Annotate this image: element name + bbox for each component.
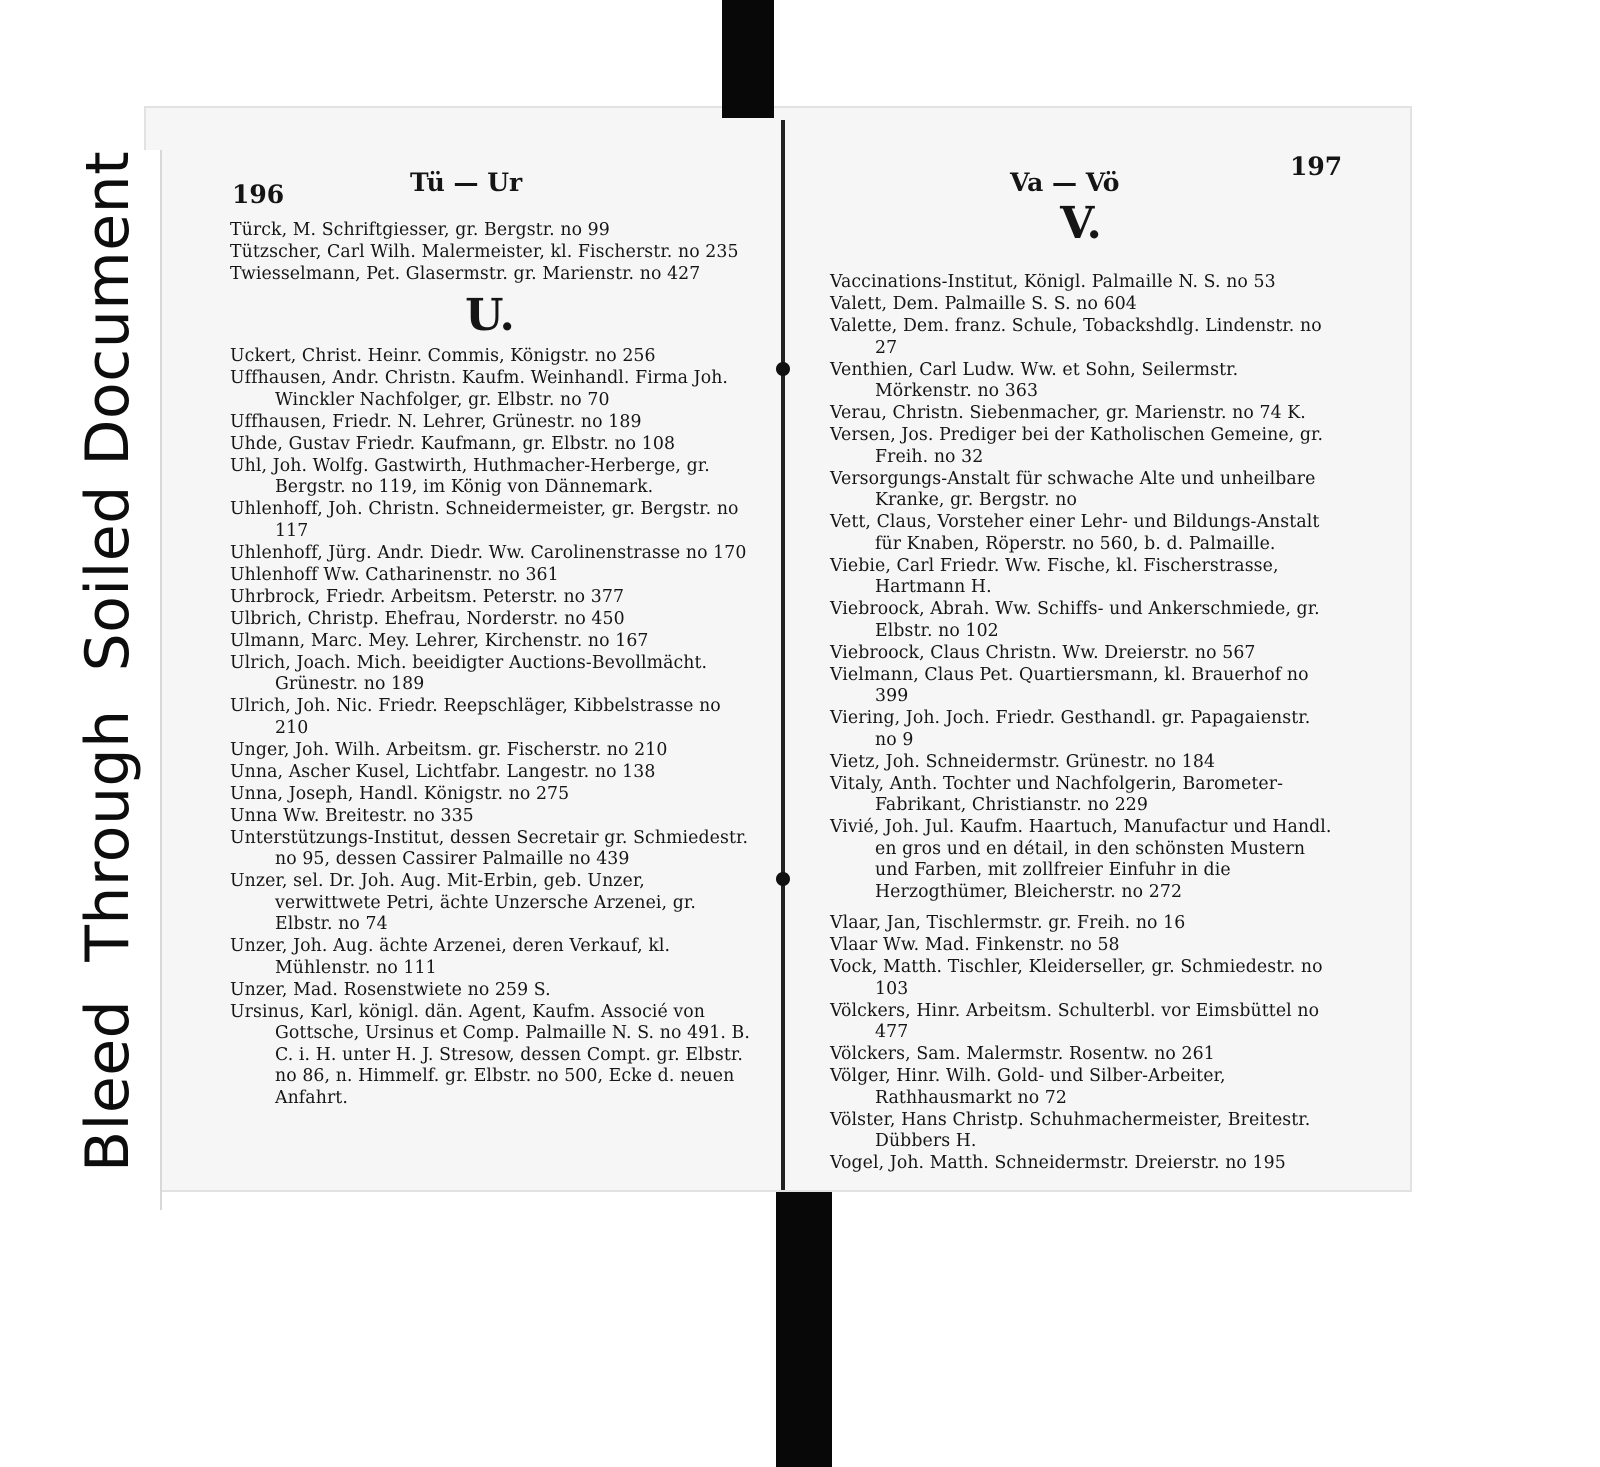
- directory-entry: Uhrbrock, Friedr. Arbeitsm. Peterstr. no 377: [230, 586, 625, 607]
- directory-entry: Vock, Matth. Tischler, Kleiderseller, gr. Schmiedestr. no 103: [830, 957, 1323, 999]
- directory-entry: Unger, Joh. Wilh. Arbeitsm. gr. Fischerstr. no 210: [230, 739, 668, 760]
- directory-entry: Vietz, Joh. Schneidermstr. Grünestr. no 184: [830, 751, 1216, 772]
- directory-entry: Völger, Hinr. Wilh. Gold- und Silber-Arbeiter, Rathhausmarkt no 72: [830, 1066, 1226, 1108]
- directory-entry: Valett, Dem. Palmaille S. S. no 604: [830, 294, 1137, 314]
- book-spine: [781, 120, 785, 1190]
- directory-entry: Tützscher, Carl Wilh. Malermeister, kl. Fischerstr. no 235: [230, 242, 739, 262]
- directory-entry: Unzer, Mad. Rosenstwiete no 259 S.: [230, 979, 551, 1000]
- left-entries-before: [230, 220, 750, 286]
- directory-entry: Twiesselmann, Pet. Glasermstr. gr. Marienstr. no 427: [230, 264, 701, 284]
- directory-entry: Ulbrich, Christp. Ehefrau, Norderstr. no 450: [230, 608, 625, 629]
- label-word-through: Through: [73, 709, 143, 962]
- directory-entry: Vlaar, Jan, Tischlermstr. gr. Freih. no 16: [830, 913, 1186, 933]
- directory-entry: Vitaly, Anth. Tochter und Nachfolgerin, Barometer-Fabrikant, Christianstr. no 229: [830, 773, 1284, 815]
- binding-tape-bottom: [776, 1192, 832, 1467]
- directory-entry: Versorgungs-Anstalt für schwache Alte und unheilbare Kranke, gr. Bergstr. no: [830, 468, 1316, 510]
- directory-entry: Uffhausen, Andr. Christn. Kaufm. Weinhandl. Firma Joh. Winckler Nachfolger, gr. Elbstr. no 70: [230, 368, 729, 410]
- spine-mark-upper: [776, 362, 790, 376]
- directory-entry: Völckers, Hinr. Arbeitsm. Schulterbl. vor Eimsbüttel no 477: [830, 1000, 1320, 1042]
- label-word-bleed: Bleed: [73, 999, 143, 1172]
- directory-entry: Ulrich, Joh. Nic. Friedr. Reepschläger, Kibbelstrasse no 210: [230, 696, 721, 738]
- right-page-range: Va — Vö: [1010, 168, 1120, 197]
- directory-entry: Verau, Christn. Siebenmacher, gr. Marienstr. no 74 K.: [830, 403, 1306, 423]
- directory-entry: Viebroock, Abrah. Ww. Schiffs- und Ankerschmiede, gr. Elbstr. no 102: [830, 599, 1320, 641]
- document-condition-label: [73, 150, 143, 1172]
- directory-entry: Ursinus, Karl, königl. dän. Agent, Kaufm. Associé von Gottsche, Ursinus et Comp. Palmaille N. S. no 491. B. C. i. H. unter H. J. Stresow, dessen Compt. gr. Elbstr. no 86, n. Himmelf. gr. Elbstr. no 500, Ecke d. neuen Anfahrt.: [230, 1001, 750, 1108]
- directory-entry: Vivié, Joh. Jul. Kaufm. Haartuch, Manufactur und Handl. en gros und en détail, in den schönsten Mustern und Farben, mit zollfreier Einfuhr in die Herzogthümer, Bleicherstr. no 272: [830, 817, 1332, 902]
- directory-entry: Unna, Ascher Kusel, Lichtfabr. Langestr. no 138: [230, 761, 656, 782]
- directory-entry: Unna Ww. Breitestr. no 335: [230, 805, 474, 826]
- directory-entry: Vlaar Ww. Mad. Finkenstr. no 58: [830, 935, 1120, 955]
- directory-entry: Uffhausen, Friedr. N. Lehrer, Grünestr. no 189: [230, 411, 642, 432]
- directory-entry: Venthien, Carl Ludw. Ww. et Sohn, Seilermstr. Mörkenstr. no 363: [830, 359, 1239, 401]
- directory-entry: Uhde, Gustav Friedr. Kaufmann, gr. Elbstr. no 108: [230, 433, 676, 454]
- right-page: [830, 150, 1343, 1175]
- directory-entry: Türck, M. Schriftgiesser, gr. Bergstr. no 99: [230, 220, 610, 240]
- directory-entry: Ulrich, Joach. Mich. beeidigter Auctions-Bevollmächt. Grünestr. no 189: [230, 652, 708, 694]
- directory-entry: Valette, Dem. franz. Schule, Tobackshdlg. Lindenstr. no 27: [830, 316, 1322, 358]
- directory-entry: Uhlenhoff, Joh. Christn. Schneidermeister, gr. Bergstr. no 117: [230, 499, 739, 541]
- directory-entry: Vielmann, Claus Pet. Quartiersmann, kl. Brauerhof no 399: [830, 664, 1309, 706]
- label-word-soiled-document: Soiled Document: [73, 150, 143, 672]
- directory-entry: Vett, Claus, Vorsteher einer Lehr- und Bildungs-Anstalt für Knaben, Röperstr. no 560, b. d. Palmaille.: [830, 512, 1320, 554]
- right-entries: [830, 272, 1332, 1175]
- left-entries: [230, 346, 750, 1109]
- directory-entry: Unterstützungs-Institut, dessen Secretair gr. Schmiedestr. no 95, dessen Cassirer Palmaille no 439: [230, 827, 749, 869]
- right-page-number: 197: [1290, 152, 1343, 181]
- directory-entry: Vogel, Joh. Matth. Schneidermstr. Dreierstr. no 195: [830, 1153, 1286, 1173]
- left-page-range: Tü — Ur: [410, 168, 523, 197]
- right-page-header: [830, 150, 1343, 197]
- directory-entry: Vaccinations-Institut, Königl. Palmaille N. S. no 53: [830, 272, 1276, 292]
- directory-entry: Unzer, sel. Dr. Joh. Aug. Mit-Erbin, geb. Unzer, verwittwete Petri, ächte Unzersche Arzenei, gr. Elbstr. no 74: [230, 871, 696, 934]
- directory-entry: Viebroock, Claus Christn. Ww. Dreierstr. no 567: [830, 642, 1256, 663]
- directory-entry: Uckert, Christ. Heinr. Commis, Königstr. no 256: [230, 346, 656, 366]
- directory-entry: Viebie, Carl Friedr. Ww. Fische, kl. Fischerstrasse, Hartmann H.: [830, 555, 1279, 597]
- left-page-number: 196: [232, 180, 285, 209]
- directory-entry: Uhlenhoff Ww. Catharinenstr. no 361: [230, 564, 559, 585]
- directory-entry: Versen, Jos. Prediger bei der Katholischen Gemeine, gr. Freih. no 32: [830, 425, 1324, 467]
- directory-entry: Uhl, Joh. Wolfg. Gastwirth, Huthmacher-Herberge, gr. Bergstr. no 119, im König von Dännemark.: [230, 455, 710, 497]
- directory-entry: Uhlenhoff, Jürg. Andr. Diedr. Ww. Carolinenstrasse no 170: [230, 542, 747, 563]
- directory-entry: Unzer, Joh. Aug. ächte Arzenei, deren Verkauf, kl. Mühlenstr. no 111: [230, 936, 671, 978]
- directory-entry: Völckers, Sam. Malermstr. Rosentw. no 261: [830, 1044, 1215, 1064]
- spine-mark-lower: [776, 872, 790, 886]
- binding-tape-top: [722, 0, 774, 118]
- directory-entry: Ulmann, Marc. Mey. Lehrer, Kirchenstr. no 167: [230, 630, 649, 651]
- left-page-header: [230, 150, 750, 209]
- section-letter-u: U.: [465, 290, 515, 341]
- left-page: [230, 150, 750, 1110]
- directory-entry: Völster, Hans Christp. Schuhmachermeister, Breitestr. Dübbers H.: [830, 1109, 1311, 1151]
- directory-entry: Unna, Joseph, Handl. Königstr. no 275: [230, 783, 570, 804]
- section-letter-v: V.: [1060, 198, 1102, 249]
- directory-entry: Viering, Joh. Joch. Friedr. Gesthandl. gr. Papagaienstr. no 9: [830, 708, 1311, 750]
